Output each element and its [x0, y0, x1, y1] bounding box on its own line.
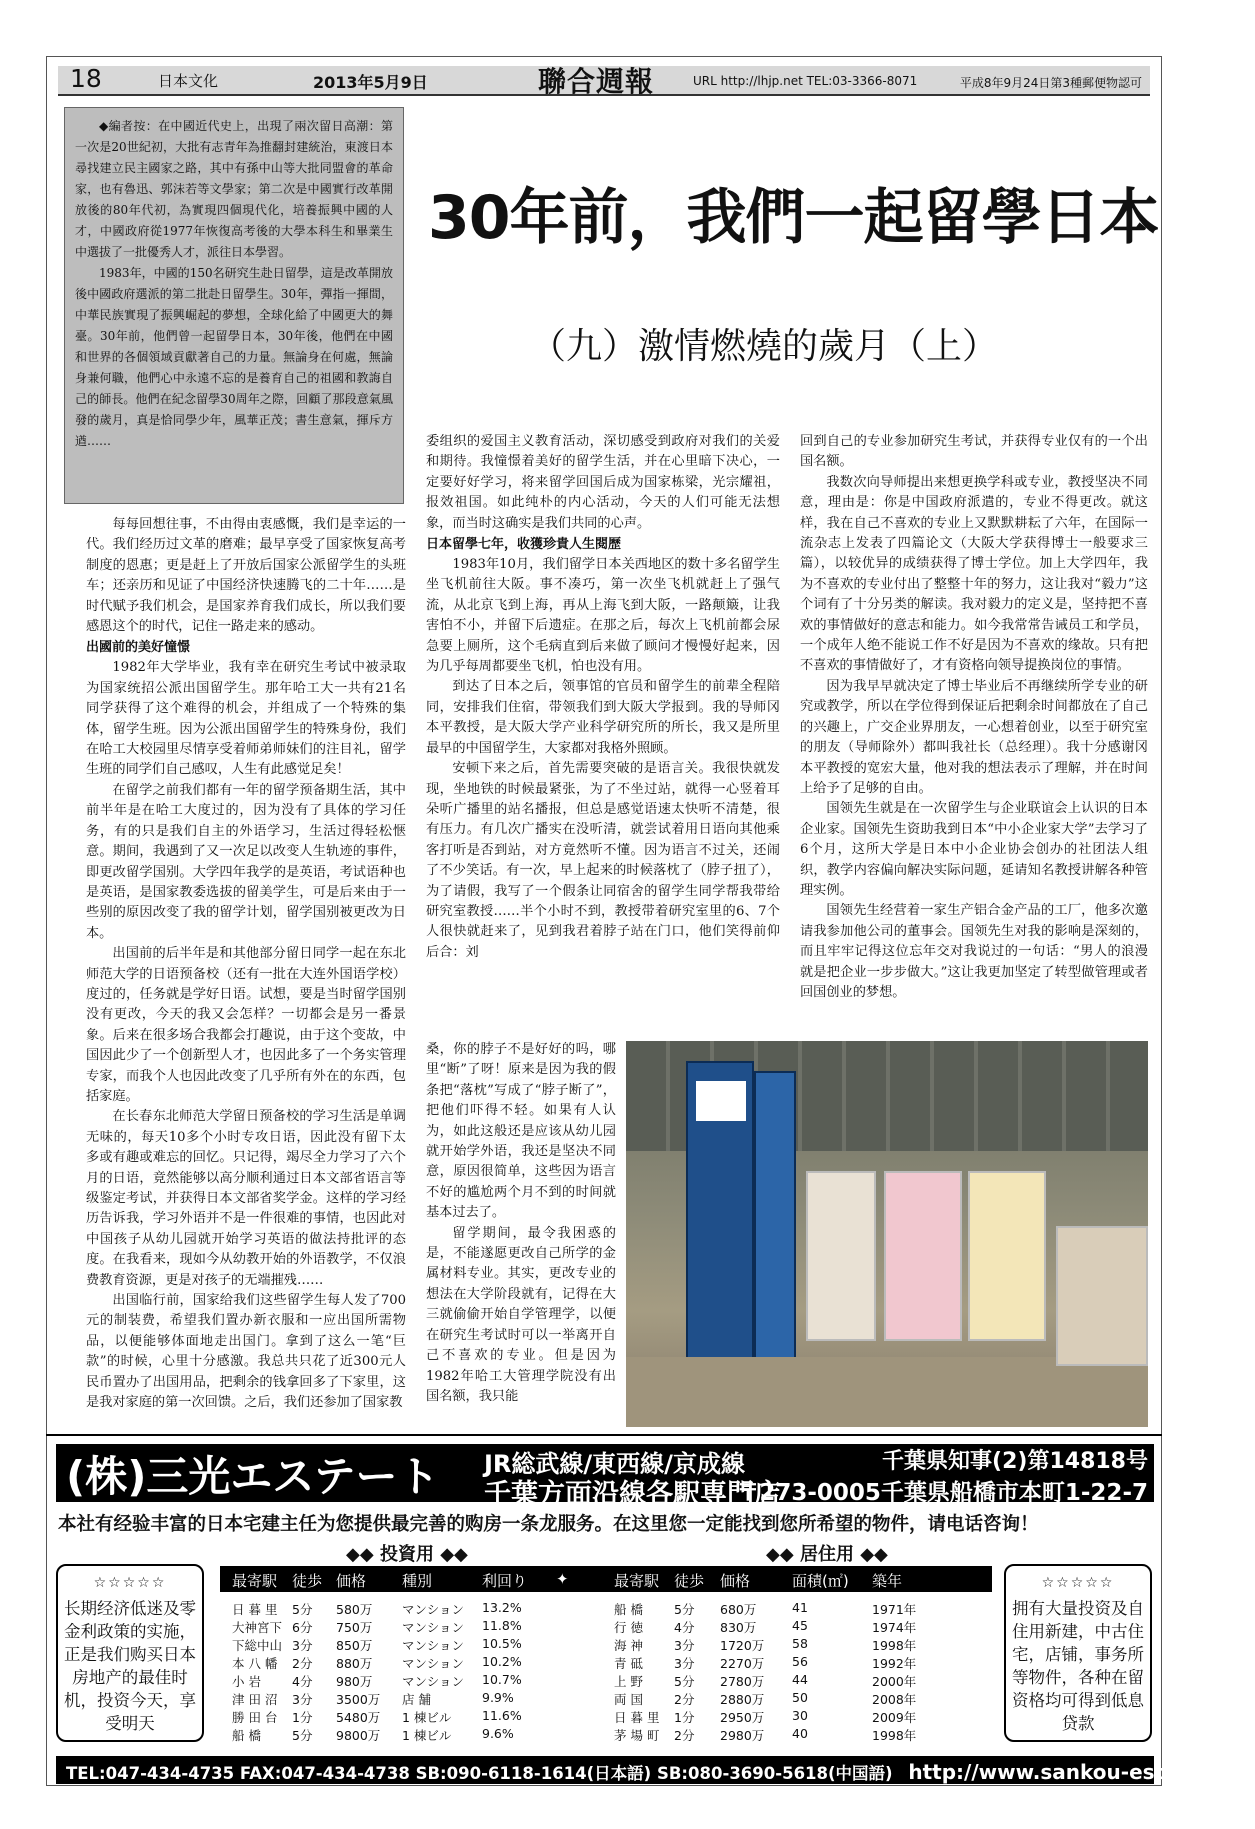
table-row — [220, 1708, 992, 1725]
living-cell: 上 野 — [614, 1674, 643, 1689]
living-cell: 5分 — [674, 1602, 695, 1617]
invest-cell: 9.9% — [482, 1690, 514, 1705]
invest-cell: 下総中山 — [232, 1638, 283, 1653]
living-column-header: 徒歩 — [674, 1572, 705, 1590]
living-cell: 2270万 — [720, 1656, 765, 1671]
paragraph: 每每回想往事，不由得由衷感慨，我们是幸运的一代。我们经历过文革的磨难；最早享受了国家恢复高考制度的恩惠；更是赶上了开放后国家公派留学生的头班车；还亲历和见证了中国经济快速腾飞的二十年……是时代赋予我们机会，是国家养育我们成长，所以我们要感恩这个的时代，记住一路走来的感动。 — [86, 517, 406, 635]
living-cell: 2780万 — [720, 1674, 765, 1689]
invest-cell: 3500万 — [336, 1692, 381, 1707]
invest-cell: 本 八 幡 — [232, 1656, 278, 1671]
header-contact: URL http://lhjp.net TEL:03-3366-8071 — [693, 74, 918, 88]
living-cell: 3分 — [674, 1656, 695, 1671]
invest-cell: 3分 — [292, 1692, 313, 1707]
photo-sign-pillar — [754, 1071, 796, 1371]
living-cell: 45 — [792, 1618, 808, 1633]
living-cell: 青 砥 — [614, 1656, 643, 1671]
article-column-2 — [426, 432, 780, 963]
section-heading: 日本留學七年，收獲珍貴人生閱歷 — [426, 537, 622, 553]
station-interior-photo — [626, 1041, 1148, 1427]
editor-note-paragraph: 1983年，中國的150名研究生赴日留學，這是改革開放後中國政府選派的第二批赴日留學生。30年，彈指一揮間，中華民族實現了振興崛起的夢想，全球化給了中國更大的舞臺。30年前，他們曾一起留學日本，30年後，他們在中國和世界的各個領域貢獻著自己的力量。無論身在何處，無論身兼何職，他們心中永遠不忘的是養育自己的祖國和教誨自己的師長。他們在紀念留學30周年之際，回顧了那段意氣風發的歲月，真是恰同學少年，風華正茂；書生意氣，揮斥方遒…… — [75, 266, 393, 448]
invest-cell: 大神宮下 — [232, 1620, 283, 1635]
living-cell: 1992年 — [872, 1656, 917, 1671]
ad-banner — [56, 1444, 1154, 1510]
ad-website-link[interactable]: http://www.sankou-estate.com — [908, 1760, 1255, 1784]
paragraph: 留学期间，最令我困惑的是，不能遂愿更改自己所学的金属材料专业。其实，更改专业的想法在大学阶段就有，记得在大三就偷偷开始自学管理学，以便在研究生考试时可以一举离开自己不喜欢的专业。但是因为1982年哈工大管理学院没有出国名额，我只能 — [426, 1225, 616, 1404]
table-row — [220, 1636, 992, 1653]
living-cell: 5分 — [674, 1674, 695, 1689]
paragraph: 1983年10月，我们留学日本关西地区的数十多名留学生坐飞机前往大阪。事不凑巧，第一次坐飞机就赶上了强气流，从北京飞到上海，再从上海飞到大阪，一路颠簸，让我害怕不小，并留下后遗症。在那之后，每次上飞机前都会尿急要上厕所，这个毛病直到后来做了顾问才慢慢好起来，因为几乎每周都要坐飞机，怕也没有用。 — [426, 557, 780, 675]
paragraph: 出国临行前，国家给我们这些留学生每人发了700元的制装费，希望我们置办新衣服和一应出国所需物品，以便能够体面地走出国门。拿到了这么一笔“巨款”的时候，心里十分感激。我总共只花了近300元人民币置办了出国用品，把剩余的钱拿回多了下家里，这是我对家庭的第一次回馈。之后，我们还参加了国家教 — [86, 1293, 406, 1411]
living-cell: 44 — [792, 1672, 808, 1687]
living-cell: 2000年 — [872, 1674, 917, 1689]
section-name: 日本文化 — [158, 72, 219, 90]
living-cell: 1974年 — [872, 1620, 917, 1635]
invest-cell: 10.7% — [482, 1672, 522, 1687]
invest-cell: 10.5% — [482, 1636, 522, 1651]
living-cell: 40 — [792, 1726, 808, 1741]
ad-shop-type: 千葉方面沿線各駅専門店 — [484, 1479, 781, 1510]
issue-date: 2013年5月9日 — [313, 73, 428, 92]
article-column-1 — [86, 515, 406, 1413]
living-cell: 1998年 — [872, 1638, 917, 1653]
table-row — [220, 1618, 992, 1635]
invest-cell: マンション — [402, 1620, 464, 1635]
editor-note — [64, 107, 404, 504]
invest-cell: 5分 — [292, 1728, 313, 1743]
paragraph: 国领先生经营着一家生产铝合金产品的工厂，他多次邀请我参加他公司的董事会。国领先生对我的影响是深刻的，而且牢牢记得这位忘年交对我说过的一句话：“男人的浪漫就是把企业一步步做大。”这让我更加坚定了转型做管理或者回国创业的梦想。 — [800, 903, 1148, 1000]
living-cell: 2009年 — [872, 1710, 917, 1725]
invest-cell: 1分 — [292, 1710, 313, 1725]
paragraph: 到达了日本之后，领事馆的官员和留学生的前辈全程陪同，安排我们住宿，带领我们到大阪大学报到。我的导师冈本平教授，是大阪大学产业科学研究所的所长，我又是所里最早的中国留学生，大家都对我格外照顾。 — [426, 679, 780, 756]
invest-cell: 580万 — [336, 1602, 373, 1617]
ad-slogan: 本社有经验丰富的日本宅建主任为您提供最完善的购房一条龙服务。在这里您一定能找到您所希望的物件，请电话咨询！ — [58, 1514, 1039, 1535]
living-cell: 2分 — [674, 1728, 695, 1743]
living-cell: 56 — [792, 1654, 808, 1669]
newspaper-logo: 聯合週報 — [538, 65, 655, 98]
ad-footer — [56, 1756, 1255, 1784]
invest-cell: 11.8% — [482, 1618, 522, 1633]
paragraph: 我数次向导师提出来想更换学科或专业，教授坚决不同意，理由是：你是中国政府派遣的，专业不得更改。就这样，我在自己不喜欢的专业上又默默耕耘了六年，在国际一流杂志上发表了四篇论文（大阪大学获得博士一般要求三篇），以较优异的成绩获得了博士学位。加上大学四年，我为不喜欢的专业付出了整整十年的努力，这让我对“毅力”这个词有了十分另类的解读。我对毅力的定义是，坚持把不喜欢的事情做好的意志和能力。如今我常常告诫员工和学员，一个成年人绝不能说工作不好是因为不喜欢的缘故。只有把不喜欢的事情做好了，才有资格向领导提换岗位的事情。 — [800, 474, 1148, 674]
living-cell: 41 — [792, 1600, 808, 1615]
invest-column-header: 価格 — [336, 1572, 367, 1590]
article-column-2b — [426, 1040, 616, 1407]
article-title: 30年前，我們一起留學日本 — [428, 183, 1159, 253]
invest-cell: 9.6% — [482, 1726, 514, 1741]
stars-icon: ☆☆☆☆☆ — [1041, 1575, 1115, 1591]
invest-cell: マンション — [402, 1656, 464, 1671]
living-cell: 2008年 — [872, 1692, 917, 1707]
table-row — [220, 1654, 992, 1671]
invest-cell: 5分 — [292, 1602, 313, 1617]
table-row — [220, 1726, 992, 1743]
ad-left-box — [56, 1564, 204, 1742]
living-cell: 30 — [792, 1708, 808, 1723]
invest-cell: 日 暮 里 — [232, 1602, 278, 1617]
paragraph: 出国前的后半年是和其他部分留日同学一起在东北师范大学的日语预备校（还有一批在大连外国语学校）度过的，任务就是学好日语。试想，要是当时留学国别没有更改，今天的我又会怎样？一切都会是另一番景象。后来在很多场合我都会打趣说，由于这个变故，中国因此少了一个创新型人才，也因此多了一个务实管理专家，而我个人也因此改变了几乎所有外在的东西，包括家庭。 — [86, 946, 406, 1104]
invest-cell: 10.2% — [482, 1654, 522, 1669]
invest-cell: 勝 田 台 — [232, 1710, 278, 1725]
article-column-3 — [800, 432, 1148, 1003]
invest-cell: マンション — [402, 1602, 464, 1617]
invest-cell: 750万 — [336, 1620, 373, 1635]
photo-floor — [626, 1357, 1148, 1427]
paragraph: 在留学之前我们都有一年的留学预备期生活，其中前半年是在哈工大度过的，因为没有了具体的学习任务，有的只是我们自主的外语学习，生活过得轻松惬意。期间，我遇到了又一次足以改变人生轨迹的事件，即更改留学国别。大学四年我学的是英语，考试语种也是英语，是国家教委选拔的留美学生，可是后来由于一些别的原因改变了我的留学计划，留学国别被更改为日本。 — [86, 782, 406, 941]
ad-right-box — [1004, 1564, 1152, 1742]
invest-cell: 3分 — [292, 1638, 313, 1653]
invest-column-header: 最寄駅 — [232, 1572, 278, 1590]
paragraph: 委组织的爱国主义教育活动，深切感受到政府对我们的关爱和期待。我憧憬着美好的留学生活，并在心里暗下决心，一定要好好学习，将来留学回国后成为国家栋梁，光宗耀祖，报效祖国。如此纯朴的内心活动，今天的人们可能无法想象，而当时这确实是我们共同的心声。 — [426, 434, 780, 531]
invest-cell: 2分 — [292, 1656, 313, 1671]
paragraph: 桑，你的脖子不是好好的吗，哪里“断”了呀！原来是因为我的假条把“落枕”写成了“脖子断了”，把他们吓得不轻。如果有人认为，如此这般还是应该从幼儿园就开始学外语，我还是坚决不同意，原因很简单，这些因为语言不好的尴尬两个月不到的时间就基本过去了。 — [426, 1042, 616, 1221]
invest-cell: マンション — [402, 1638, 464, 1653]
paragraph: 在长春东北师范大学留日预备校的学习生活是单调无味的，每天10多个小时专攻日语，因此没有留下太多或有趣或难忘的回忆。只记得，竭尽全力学习了六个月的日语，竟然能够以高分顺利通过日本文部省语言等级鉴定考试，并获得日本文部省奖学金。这样的学习经历告诉我，学习外语并不是一件很难的事情，也因此对中国孩子从幼儿园就开始学习英语的做法持批评的态度。在我看来，现如今从幼教开始的外语教学，不仅浪费教育资源，更是对孩子的无端摧残…… — [86, 1109, 406, 1288]
real-estate-ad — [46, 1434, 1255, 1786]
living-cell: 2950万 — [720, 1710, 765, 1725]
living-column-header: 面積(㎡) — [792, 1572, 849, 1590]
invest-cell: 津 田 沼 — [232, 1692, 278, 1707]
living-cell: 4分 — [674, 1620, 695, 1635]
living-cell: 1720万 — [720, 1638, 765, 1653]
invest-column-header: 利回り — [482, 1572, 528, 1590]
editor-note-paragraph: ◆編者按：在中國近代史上，出現了兩次留日高潮：第一次是20世紀初，大批有志青年為推翻封建統治，東渡日本尋找建立民主國家之路，其中有孫中山等大批同盟會的革命家，也有魯迅、郭沫若等文學家；第二次是中國實行改革開放後的80年代初，為實現四個現代化，培養振興中國的人才，中國政府從1977年恢復高考後的大學本科生和畢業生中選拔了一批優秀人才，派往日本學習。 — [75, 119, 393, 259]
invest-column-header: 種別 — [402, 1572, 433, 1590]
invest-cell: 6分 — [292, 1620, 313, 1635]
living-cell: 58 — [792, 1636, 808, 1651]
photo-brochure-rack — [806, 1171, 876, 1341]
photo-poster-board — [884, 1171, 962, 1341]
ad-phone-numbers: TEL:047-434-4735 FAX:047-434-4738 SB:090-6118-1614(日本語) SB:080-3690-5618(中国語) — [66, 1764, 893, 1783]
invest-cell: マンション — [402, 1674, 464, 1689]
living-cell: 2980万 — [720, 1728, 765, 1743]
invest-cell: 店 舗 — [402, 1692, 431, 1707]
ad-address: 〒273-0005千葉県船橋市本町1-22-7 — [736, 1480, 1148, 1506]
page-header — [58, 66, 1150, 96]
paragraph: 因为我早早就决定了博士毕业后不再继续所学专业的研究或教学，所以在学位得到保证后把剩余时间都放在了自己的兴趣上，广交企业界朋友，一心想着创业，以至于研究室的朋友（导师除外）都叫我社长（总经理）。我十分感谢冈本平教授的宽宏大量，他对我的想法表示了理解，并在时间上给予了足够的自由。 — [800, 678, 1148, 796]
living-cell: 1998年 — [872, 1728, 917, 1743]
invest-cell: 9800万 — [336, 1728, 381, 1743]
invest-column-header: 徒歩 — [292, 1572, 323, 1590]
living-cell: 両 国 — [614, 1692, 643, 1707]
divider-star-icon: ✦ — [556, 1570, 569, 1588]
invest-cell: 1 棟ビル — [402, 1728, 452, 1743]
ad-company-name: (株)三光エステート — [66, 1452, 440, 1501]
living-column-header: 築年 — [872, 1572, 903, 1590]
living-cell: 2分 — [674, 1692, 695, 1707]
living-cell: 3分 — [674, 1638, 695, 1653]
stars-icon: ☆☆☆☆☆ — [93, 1575, 167, 1591]
living-cell: 830万 — [720, 1620, 757, 1635]
invest-cell: 1 棟ビル — [402, 1710, 452, 1725]
living-cell: 1971年 — [872, 1602, 917, 1617]
living-cell: 茅 場 町 — [614, 1728, 660, 1743]
paragraph: 回到自己的专业参加研究生考试，并获得专业仅有的一个出国名额。 — [800, 434, 1148, 470]
living-cell: 行 徳 — [614, 1620, 643, 1635]
living-cell: 2880万 — [720, 1692, 765, 1707]
table-row — [220, 1600, 992, 1617]
invest-cell: 11.6% — [482, 1708, 522, 1723]
ad-invest-heading: ◆◆ 投資用 ◆◆ — [346, 1544, 468, 1565]
invest-cell: 5480万 — [336, 1710, 381, 1725]
paragraph: 安顿下来之后，首先需要突破的是语言关。我很快就发现，坐地铁的时候最紧张，为了不坐过站，就得一心竖着耳朵听广播里的站名播报，但总是感觉语速太快听不清楚，很有压力。有几次广播实在没听清，就尝试着用日语向其他乘客打听是否到站，对方竟然听不懂。因为语言不过关，还闹了不少笑话。有一次，早上起来的时候落枕了（脖子扭了），为了请假，我写了一个假条让同宿舍的留学生同学帮我带给研究室教授……半个小时不到，教授带着研究室里的6、7个人很快就赶来了，见到我君着脖子站在门口，他们笑得前仰后合：刘 — [426, 761, 780, 960]
article-subtitle: （九）激情燃燒的歲月（上） — [530, 326, 999, 367]
ad-left-box-text: 长期经济低迷及零金利政策的实施，正是我们购买日本房地产的最佳时机，投资今天，享受明天 — [64, 1599, 196, 1733]
table-row — [220, 1672, 992, 1689]
invest-cell: 船 橋 — [232, 1728, 261, 1743]
living-cell: 1分 — [674, 1710, 695, 1725]
living-cell: 海 神 — [614, 1638, 643, 1653]
photo-brochure-rack — [1056, 1226, 1148, 1366]
invest-cell: 13.2% — [482, 1600, 522, 1615]
photo-poster-board — [968, 1171, 1046, 1341]
invest-cell: 小 岩 — [232, 1674, 261, 1689]
postal-permit: 平成8年9月24日第3種郵便物認可 — [959, 76, 1142, 90]
ad-living-heading: ◆◆ 居住用 ◆◆ — [766, 1544, 888, 1565]
ad-right-box-text: 拥有大量投资及自住用新建，中古住宅，店铺，事务所等物件，各种在留资格均可得到低息贷款 — [1012, 1599, 1144, 1733]
paragraph: 国领先生就是在一次留学生与企业联谊会上认识的日本企业家。国领先生资助我到日本“中小企业家大学”去学习了6个月，这所大学是日本中小企业协会创办的社团法人组织，教学内容偏向解决实际问题，延请知名教授讲解各种管理实例。 — [800, 801, 1148, 898]
invest-cell: 980万 — [336, 1674, 373, 1689]
invest-cell: 4分 — [292, 1674, 313, 1689]
ad-license: 千葉県知事(2)第14818号 — [882, 1449, 1148, 1474]
page-number: 18 — [70, 64, 102, 93]
table-row — [220, 1690, 992, 1707]
living-cell: 680万 — [720, 1602, 757, 1617]
invest-cell: 850万 — [336, 1638, 373, 1653]
paragraph: 1982年大学毕业，我有幸在研究生考试中被录取为国家统招公派出国留学生。那年哈工大一共有21名同学获得了这个难得的机会，并组成了一个特殊的集体，留学生班。因为公派出国留学生的特殊身份，我们在哈工大校园里尽情享受着师弟师妹们的注目礼，留学生班的同学们自己感叹，人生有此感觉足矣！ — [86, 660, 406, 778]
living-cell: 日 暮 里 — [614, 1710, 660, 1725]
listing-table-header — [220, 1566, 992, 1592]
invest-cell: 880万 — [336, 1656, 373, 1671]
photo-escalator-sign — [696, 1081, 746, 1121]
living-cell: 50 — [792, 1690, 808, 1705]
section-heading: 出國前的美好憧憬 — [86, 640, 191, 656]
living-column-header: 価格 — [720, 1572, 751, 1590]
living-column-header: 最寄駅 — [614, 1572, 660, 1590]
ad-train-lines: JR総武線/東西線/京成線 — [484, 1450, 745, 1478]
living-cell: 船 橋 — [614, 1602, 643, 1617]
